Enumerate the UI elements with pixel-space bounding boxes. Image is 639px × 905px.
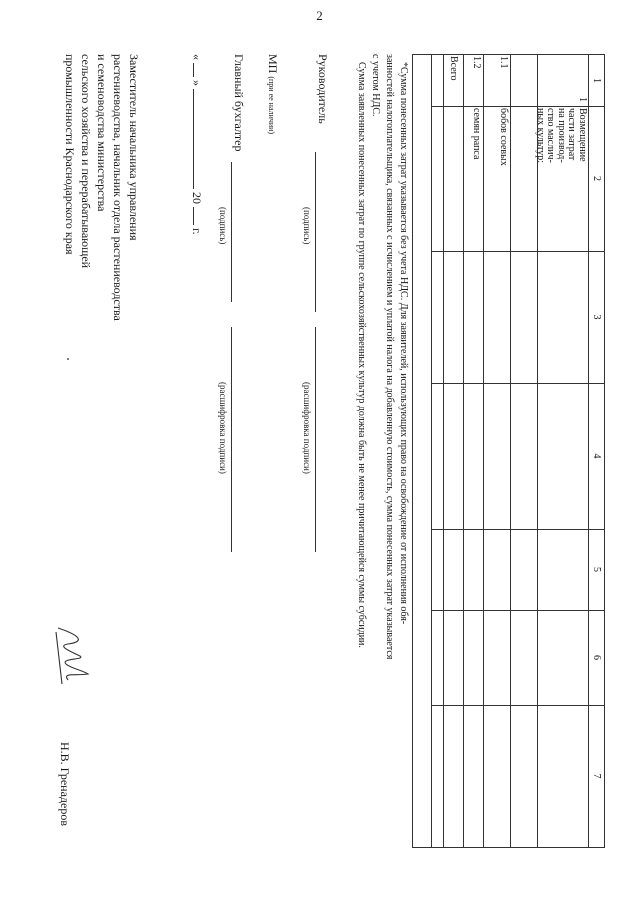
accountant-signature-line (231, 162, 232, 302)
rotated-landscape-page (20, 42, 620, 890)
row-1.2-name: семян рапса (471, 108, 482, 160)
accountant-decoding-line (231, 327, 232, 552)
row-1.1-number: 1.1 (498, 56, 509, 69)
row-total-label: Всего (448, 56, 459, 81)
row-1-number: 1 (577, 97, 588, 102)
stamp-label: МП (при ее наличии) (266, 54, 280, 135)
col-header-4: 4 (591, 453, 602, 459)
accountant-signature-caption: (подпись) (218, 207, 228, 245)
col-header-6: 6 (591, 655, 602, 660)
footnote-line-2: занностей налогоплательщика, связанных с исчислением и уплатой налога на добавленную стоимость, сумма понесенных затрат указывается (384, 54, 395, 660)
footnote-line-4: Сумма заявленных понесенных затрат по группе сельскохозяйственных культур должна быть не менее причитающейся суммы субсидии. (356, 62, 367, 648)
row-1.2-number: 1.2 (471, 56, 482, 69)
head-label: Руководитель (316, 54, 330, 124)
head-signature-caption: (подпись) (302, 207, 312, 245)
page-number: 2 (316, 8, 323, 23)
col-header-5: 5 (591, 567, 602, 572)
footer-position: Заместитель начальника управления растениеводства, начальник отдела растениеводства и семеноводства министерства сельского хозяйства и перерабатывающей промышленности Краснодарского края (63, 54, 141, 321)
footnote (354, 54, 410, 848)
col-header-2: 2 (591, 176, 602, 181)
accountant-decoding-caption: (расшифровка подписи) (218, 382, 228, 474)
footnote-line-1: *Сумма понесенных затрат указывается без учета НДС. Для заявителей, использующих право на освобождение от исполнения обя- (398, 62, 409, 625)
head-signature-line (315, 152, 316, 312)
col-header-7: 7 (591, 773, 602, 779)
col-header-3: 3 (591, 314, 602, 320)
head-decoding-caption: (расшифровка подписи) (302, 382, 312, 474)
footnote-line-3: с учетом НДС. (370, 54, 381, 117)
date-line: « » 20 г. (190, 54, 204, 235)
accountant-label: Главный бухгалтер (232, 54, 246, 152)
signatory-name: Н.В. Гренадеров (58, 742, 72, 827)
col-header-1: 1 (591, 78, 602, 83)
head-decoding-line (315, 327, 316, 552)
row-1.1-name: бобов соевых (498, 108, 509, 166)
handwritten-signature (42, 622, 102, 692)
stamp-note: (при ее наличии) (267, 76, 276, 135)
row-1-name: Возмещение части затрат на производ- ство маслич- ных культур: (535, 108, 588, 164)
